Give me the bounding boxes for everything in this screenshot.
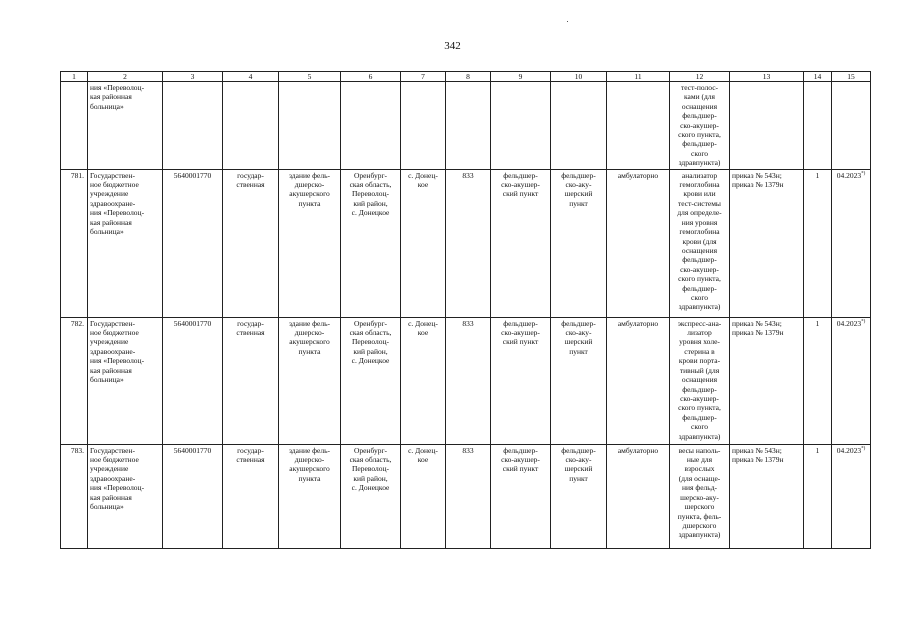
equipment: тест-полос- ками (для оснащения фельдшер- ско-акушер- ского пункта, фельдшер- ского здравпункта) xyxy=(670,82,730,170)
column-number-row xyxy=(61,72,871,82)
equipment: экспресс-ана- лизатор уровня холе- стерина в крови порта- тивный (для оснащения фельдшер- ско-акушер- ского пункта, фельдшер- ского здравпункта) xyxy=(670,317,730,444)
unit-type: фельдшер- ско-акушер- ский пункт xyxy=(491,444,551,548)
column-number: 9 xyxy=(491,72,551,82)
row-number: 783. xyxy=(61,444,88,548)
table-row xyxy=(61,169,871,317)
inn: 5640001770 xyxy=(163,444,223,548)
column-number: 12 xyxy=(670,72,730,82)
unit-type xyxy=(491,82,551,170)
unit-type: фельдшер- ско-акушер- ский пункт xyxy=(491,317,551,444)
date: 04.2023*) xyxy=(832,169,871,317)
care-mode: амбулаторно xyxy=(607,444,670,548)
row-number: 781. xyxy=(61,169,88,317)
address: Оренбург- ская область, Переволоц- кий район, с. Донецкое xyxy=(341,317,401,444)
organization-name: ния «Переволоц- кая районная больница» xyxy=(88,82,163,170)
ownership: государ- ственная xyxy=(223,317,279,444)
column-number: 7 xyxy=(401,72,446,82)
column-number: 14 xyxy=(804,72,832,82)
ownership: государ- ственная xyxy=(223,444,279,548)
quantity: 1 xyxy=(804,317,832,444)
unit-type: фельдшер- ско-акушер- ский пункт xyxy=(491,169,551,317)
column-number: 2 xyxy=(88,72,163,82)
settlement: с. Донец- кое xyxy=(401,169,446,317)
column-number: 5 xyxy=(279,72,341,82)
column-number: 15 xyxy=(832,72,871,82)
organization-name: Государствен- ное бюджетное учреждение здравоохране- ния «Переволоц- кая районная больница» xyxy=(88,444,163,548)
unit: фельдшер- ско-аку- шерский пункт xyxy=(551,169,607,317)
row-number xyxy=(61,82,88,170)
inn xyxy=(163,82,223,170)
organization-name: Государствен- ное бюджетное учреждение здравоохране- ния «Переволоц- кая районная больница» xyxy=(88,317,163,444)
order: приказ № 543н; приказ № 1379н xyxy=(730,169,804,317)
equipment-registry-table xyxy=(60,71,871,549)
page-number: 342 xyxy=(444,40,461,52)
code: 833 xyxy=(446,317,491,444)
equipment: анализатор гемоглобина крови или тест-системы для определе- ния уровня гемоглобина крови (для оснащения фельдшер- ско-акушер- ского пункта, фельдшер- ского здравпункта) xyxy=(670,169,730,317)
address: Оренбург- ская область, Переволоц- кий район, с. Донецкое xyxy=(341,444,401,548)
inn: 5640001770 xyxy=(163,317,223,444)
column-number: 3 xyxy=(163,72,223,82)
unit xyxy=(551,82,607,170)
care-mode xyxy=(607,82,670,170)
unit: фельдшер- ско-аку- шерский пункт xyxy=(551,444,607,548)
settlement: с. Донец- кое xyxy=(401,444,446,548)
building: здание фель- дшерско- акушерского пункта xyxy=(279,169,341,317)
column-number: 10 xyxy=(551,72,607,82)
settlement xyxy=(401,82,446,170)
quantity: 1 xyxy=(804,169,832,317)
order: приказ № 543н; приказ № 1379н xyxy=(730,317,804,444)
ownership: государ- ственная xyxy=(223,169,279,317)
code: 833 xyxy=(446,444,491,548)
date: 04.2023*) xyxy=(832,444,871,548)
address xyxy=(341,82,401,170)
date: 04.2023*) xyxy=(832,317,871,444)
unit: фельдшер- ско-аку- шерский пункт xyxy=(551,317,607,444)
equipment: весы наполь- ные для взрослых (для оснаще- ния фельд- шерско-аку- шерского пункта, фель- дшерского здравпункта) xyxy=(670,444,730,548)
quantity: 1 xyxy=(804,444,832,548)
table-row xyxy=(61,317,871,444)
order xyxy=(730,82,804,170)
scan-speck xyxy=(567,21,568,22)
column-number: 8 xyxy=(446,72,491,82)
table-row xyxy=(61,82,871,170)
row-number: 782. xyxy=(61,317,88,444)
column-number: 4 xyxy=(223,72,279,82)
care-mode: амбулаторно xyxy=(607,169,670,317)
column-number: 1 xyxy=(61,72,88,82)
settlement: с. Донец- кое xyxy=(401,317,446,444)
ownership xyxy=(223,82,279,170)
building: здание фель- дшерско- акушерского пункта xyxy=(279,317,341,444)
column-number: 13 xyxy=(730,72,804,82)
inn: 5640001770 xyxy=(163,169,223,317)
date xyxy=(832,82,871,170)
building xyxy=(279,82,341,170)
order: приказ № 543н; приказ № 1379н xyxy=(730,444,804,548)
care-mode: амбулаторно xyxy=(607,317,670,444)
address: Оренбург- ская область, Переволоц- кий район, с. Донецкое xyxy=(341,169,401,317)
organization-name: Государствен- ное бюджетное учреждение здравоохране- ния «Переволоц- кая районная больница» xyxy=(88,169,163,317)
quantity xyxy=(804,82,832,170)
code xyxy=(446,82,491,170)
table-row xyxy=(61,444,871,548)
code: 833 xyxy=(446,169,491,317)
column-number: 11 xyxy=(607,72,670,82)
building: здание фель- дшерско- акушерского пункта xyxy=(279,444,341,548)
column-number: 6 xyxy=(341,72,401,82)
